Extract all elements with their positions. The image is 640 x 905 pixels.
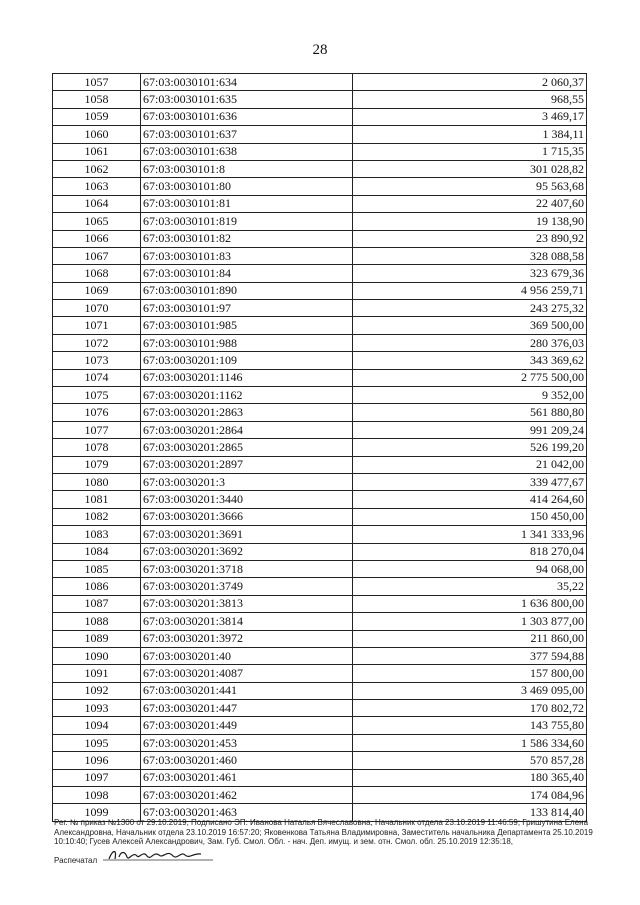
cadastral-number-cell: 67:03:0030101:819 <box>141 213 353 230</box>
table-row <box>53 108 587 125</box>
table-row <box>53 560 587 577</box>
cadastral-value-cell: 180 365,40 <box>353 769 587 786</box>
cadastral-number-cell: 67:03:0030201:453 <box>141 734 353 751</box>
cadastral-number-cell: 67:03:0030201:3440 <box>141 491 353 508</box>
table-row <box>53 126 587 143</box>
table-row <box>53 369 587 386</box>
row-number-cell: 1068 <box>53 265 141 282</box>
table-row <box>53 143 587 160</box>
table-row <box>53 526 587 543</box>
cadastral-value-cell: 211 860,00 <box>353 630 587 647</box>
row-number-cell: 1064 <box>53 195 141 212</box>
row-number-cell: 1062 <box>53 160 141 177</box>
table-row <box>53 439 587 456</box>
cadastral-number-cell: 67:03:0030201:2864 <box>141 421 353 438</box>
table-row <box>53 404 587 421</box>
cadastral-value-cell: 818 270,04 <box>353 543 587 560</box>
cadastral-number-cell: 67:03:0030101:81 <box>141 195 353 212</box>
row-number-cell: 1076 <box>53 404 141 421</box>
cadastral-value-cell: 174 084,96 <box>353 787 587 804</box>
cadastral-number-cell: 67:03:0030101:97 <box>141 300 353 317</box>
cadastral-value-cell: 280 376,03 <box>353 334 587 351</box>
cadastral-number-cell: 67:03:0030201:3691 <box>141 526 353 543</box>
cadastral-number-cell: 67:03:0030101:635 <box>141 91 353 108</box>
cadastral-value-cell: 150 450,00 <box>353 508 587 525</box>
table-row <box>53 456 587 473</box>
cadastral-number-cell: 67:03:0030201:3718 <box>141 560 353 577</box>
row-number-cell: 1080 <box>53 473 141 490</box>
row-number-cell: 1086 <box>53 578 141 595</box>
cadastral-number-cell: 67:03:0030101:988 <box>141 334 353 351</box>
cadastral-value-cell: 377 594,88 <box>353 647 587 664</box>
table-row <box>53 352 587 369</box>
table-row <box>53 787 587 804</box>
table-row <box>53 543 587 560</box>
cadastral-value-cell: 1 303 877,00 <box>353 613 587 630</box>
row-number-cell: 1088 <box>53 613 141 630</box>
cadastral-number-cell: 67:03:0030201:3692 <box>141 543 353 560</box>
cadastral-number-cell: 67:03:0030201:4087 <box>141 665 353 682</box>
page-number: 28 <box>312 42 328 58</box>
row-number-cell: 1089 <box>53 630 141 647</box>
row-number-cell: 1097 <box>53 769 141 786</box>
table-row <box>53 630 587 647</box>
row-number-cell: 1074 <box>53 369 141 386</box>
cadastral-value-cell: 343 369,62 <box>353 352 587 369</box>
row-number-cell: 1099 <box>53 804 141 821</box>
cadastral-number-cell: 67:03:0030201:2865 <box>141 439 353 456</box>
cadastral-value-cell: 1 636 800,00 <box>353 595 587 612</box>
row-number-cell: 1092 <box>53 682 141 699</box>
row-number-cell: 1075 <box>53 387 141 404</box>
cadastral-value-cell: 4 956 259,71 <box>353 282 587 299</box>
cadastral-number-cell: 67:03:0030101:84 <box>141 265 353 282</box>
row-number-cell: 1082 <box>53 508 141 525</box>
cadastral-value-cell: 3 469,17 <box>353 108 587 125</box>
cadastral-value-cell: 35,22 <box>353 578 587 595</box>
footer-line-4 <box>54 847 594 866</box>
row-number-cell: 1077 <box>53 421 141 438</box>
cadastral-value-cell: 328 088,58 <box>353 247 587 264</box>
row-number-cell: 1066 <box>53 230 141 247</box>
cadastral-value-cell: 170 802,72 <box>353 700 587 717</box>
table-row <box>53 595 587 612</box>
row-number-cell: 1063 <box>53 178 141 195</box>
cadastral-value-cell: 95 563,68 <box>353 178 587 195</box>
table-row <box>53 491 587 508</box>
table-row <box>53 230 587 247</box>
row-number-cell: 1060 <box>53 126 141 143</box>
table-body <box>53 74 587 822</box>
row-number-cell: 1098 <box>53 787 141 804</box>
footer-line-2: Александровна, Начальник отдела 23.10.2019 16:57:20; Яковенкова Татьяна Владимировна, Заместитель начальника Департамента 25.10.2019 <box>54 827 593 837</box>
cadastral-value-cell: 21 042,00 <box>353 456 587 473</box>
table-row <box>53 473 587 490</box>
row-number-cell: 1085 <box>53 560 141 577</box>
row-number-cell: 1096 <box>53 752 141 769</box>
cadastral-number-cell: 67:03:0030101:890 <box>141 282 353 299</box>
table-row <box>53 213 587 230</box>
cadastral-number-cell: 67:03:0030201:3813 <box>141 595 353 612</box>
cadastral-value-cell: 526 199,20 <box>353 439 587 456</box>
row-number-cell: 1061 <box>53 143 141 160</box>
cadastral-number-cell: 67:03:0030101:80 <box>141 178 353 195</box>
cadastral-number-cell: 67:03:0030201:3666 <box>141 508 353 525</box>
table-row <box>53 317 587 334</box>
printed-by-label: Распечатал <box>54 855 98 865</box>
cadastral-value-cell: 19 138,90 <box>353 213 587 230</box>
cadastral-number-cell: 67:03:0030101:985 <box>141 317 353 334</box>
row-number-cell: 1094 <box>53 717 141 734</box>
cadastral-value-cell: 2 775 500,00 <box>353 369 587 386</box>
table-row <box>53 752 587 769</box>
row-number-cell: 1090 <box>53 647 141 664</box>
row-number-cell: 1071 <box>53 317 141 334</box>
row-number-cell: 1084 <box>53 543 141 560</box>
table-row <box>53 613 587 630</box>
cadastral-number-cell: 67:03:0030101:636 <box>141 108 353 125</box>
row-number-cell: 1079 <box>53 456 141 473</box>
cadastral-number-cell: 67:03:0030101:8 <box>141 160 353 177</box>
cadastral-value-cell: 561 880,80 <box>353 404 587 421</box>
cadastral-value-cell: 243 275,32 <box>353 300 587 317</box>
row-number-cell: 1069 <box>53 282 141 299</box>
cadastral-value-cell: 570 857,28 <box>353 752 587 769</box>
row-number-cell: 1070 <box>53 300 141 317</box>
cadastral-number-cell: 67:03:0030101:634 <box>141 74 353 91</box>
cadastral-number-cell: 67:03:0030201:3 <box>141 473 353 490</box>
footer-line-3: 10:10:40; Гусев Алексей Александрович, Зам. Губ. Смол. Обл. - нач. Деп. имущ. и зем. отн. Смол. обл. 25.10.2019 12:35:18, <box>54 837 514 846</box>
table-row <box>53 647 587 664</box>
cadastral-number-cell: 67:03:0030201:462 <box>141 787 353 804</box>
cadastral-value-cell: 301 028,82 <box>353 160 587 177</box>
cadastral-number-cell: 67:03:0030201:2897 <box>141 456 353 473</box>
cadastral-number-cell: 67:03:0030201:109 <box>141 352 353 369</box>
table-row <box>53 265 587 282</box>
cadastral-value-cell: 414 264,60 <box>353 491 587 508</box>
cadastral-value-cell: 2 060,37 <box>353 74 587 91</box>
table-row <box>53 700 587 717</box>
table-row <box>53 195 587 212</box>
row-number-cell: 1073 <box>53 352 141 369</box>
row-number-cell: 1081 <box>53 491 141 508</box>
row-number-cell: 1078 <box>53 439 141 456</box>
cadastral-value-cell: 1 715,35 <box>353 143 587 160</box>
cadastral-value-cell: 323 679,36 <box>353 265 587 282</box>
table-row <box>53 682 587 699</box>
cadastral-number-cell: 67:03:0030201:3814 <box>141 613 353 630</box>
table-row <box>53 282 587 299</box>
table-row <box>53 734 587 751</box>
cadastral-number-cell: 67:03:0030201:460 <box>141 752 353 769</box>
cadastral-number-cell: 67:03:0030101:637 <box>141 126 353 143</box>
cadastral-value-cell: 94 068,00 <box>353 560 587 577</box>
cadastral-value-cell: 3 469 095,00 <box>353 682 587 699</box>
cadastral-number-cell: 67:03:0030101:83 <box>141 247 353 264</box>
table-row <box>53 665 587 682</box>
row-number-cell: 1091 <box>53 665 141 682</box>
cadastral-number-cell: 67:03:0030201:3972 <box>141 630 353 647</box>
cadastral-value-cell: 1 341 333,96 <box>353 526 587 543</box>
row-number-cell: 1093 <box>53 700 141 717</box>
table-row <box>53 178 587 195</box>
table-row <box>53 247 587 264</box>
cadastral-value-cell: 133 814,40 <box>353 804 587 821</box>
cadastral-value-table <box>52 73 587 822</box>
cadastral-number-cell: 67:03:0030201:441 <box>141 682 353 699</box>
signature-footer <box>54 818 594 865</box>
row-number-cell: 1087 <box>53 595 141 612</box>
table-row <box>53 769 587 786</box>
table-row <box>53 508 587 525</box>
row-number-cell: 1057 <box>53 74 141 91</box>
table-row <box>53 578 587 595</box>
row-number-cell: 1059 <box>53 108 141 125</box>
row-number-cell: 1067 <box>53 247 141 264</box>
cadastral-value-cell: 22 407,60 <box>353 195 587 212</box>
table-row <box>53 717 587 734</box>
cadastral-value-cell: 991 209,24 <box>353 421 587 438</box>
footer-line-1: Рег. № приказ №1300 от 29.10.2019, Подписано ЭП: Иванова Наталья Вячеславовна, Начальник отдела 23.10.2019 11:46:59; Гришутина Елена <box>54 818 589 827</box>
row-number-cell: 1065 <box>53 213 141 230</box>
cadastral-value-cell: 157 800,00 <box>353 665 587 682</box>
cadastral-number-cell: 67:03:0030201:461 <box>141 769 353 786</box>
cadastral-value-cell: 143 755,80 <box>353 717 587 734</box>
table-row <box>53 74 587 91</box>
table-row <box>53 300 587 317</box>
cadastral-number-cell: 67:03:0030201:3749 <box>141 578 353 595</box>
cadastral-number-cell: 67:03:0030201:1162 <box>141 387 353 404</box>
table-row <box>53 334 587 351</box>
handwritten-signature <box>103 847 213 866</box>
row-number-cell: 1095 <box>53 734 141 751</box>
cadastral-number-cell: 67:03:0030201:40 <box>141 647 353 664</box>
cadastral-number-cell: 67:03:0030201:463 <box>141 804 353 821</box>
cadastral-value-cell: 1 384,11 <box>353 126 587 143</box>
cadastral-value-cell: 369 500,00 <box>353 317 587 334</box>
cadastral-value-cell: 1 586 334,60 <box>353 734 587 751</box>
cadastral-value-cell: 23 890,92 <box>353 230 587 247</box>
cadastral-number-cell: 67:03:0030101:638 <box>141 143 353 160</box>
cadastral-value-cell: 339 477,67 <box>353 473 587 490</box>
cadastral-number-cell: 67:03:0030201:447 <box>141 700 353 717</box>
table-row <box>53 160 587 177</box>
cadastral-value-cell: 9 352,00 <box>353 387 587 404</box>
cadastral-value-cell: 968,55 <box>353 91 587 108</box>
cadastral-number-cell: 67:03:0030201:449 <box>141 717 353 734</box>
cadastral-number-cell: 67:03:0030101:82 <box>141 230 353 247</box>
cadastral-number-cell: 67:03:0030201:1146 <box>141 369 353 386</box>
table-row <box>53 421 587 438</box>
table-row <box>53 387 587 404</box>
row-number-cell: 1072 <box>53 334 141 351</box>
row-number-cell: 1058 <box>53 91 141 108</box>
row-number-cell: 1083 <box>53 526 141 543</box>
table-row <box>53 91 587 108</box>
cadastral-number-cell: 67:03:0030201:2863 <box>141 404 353 421</box>
